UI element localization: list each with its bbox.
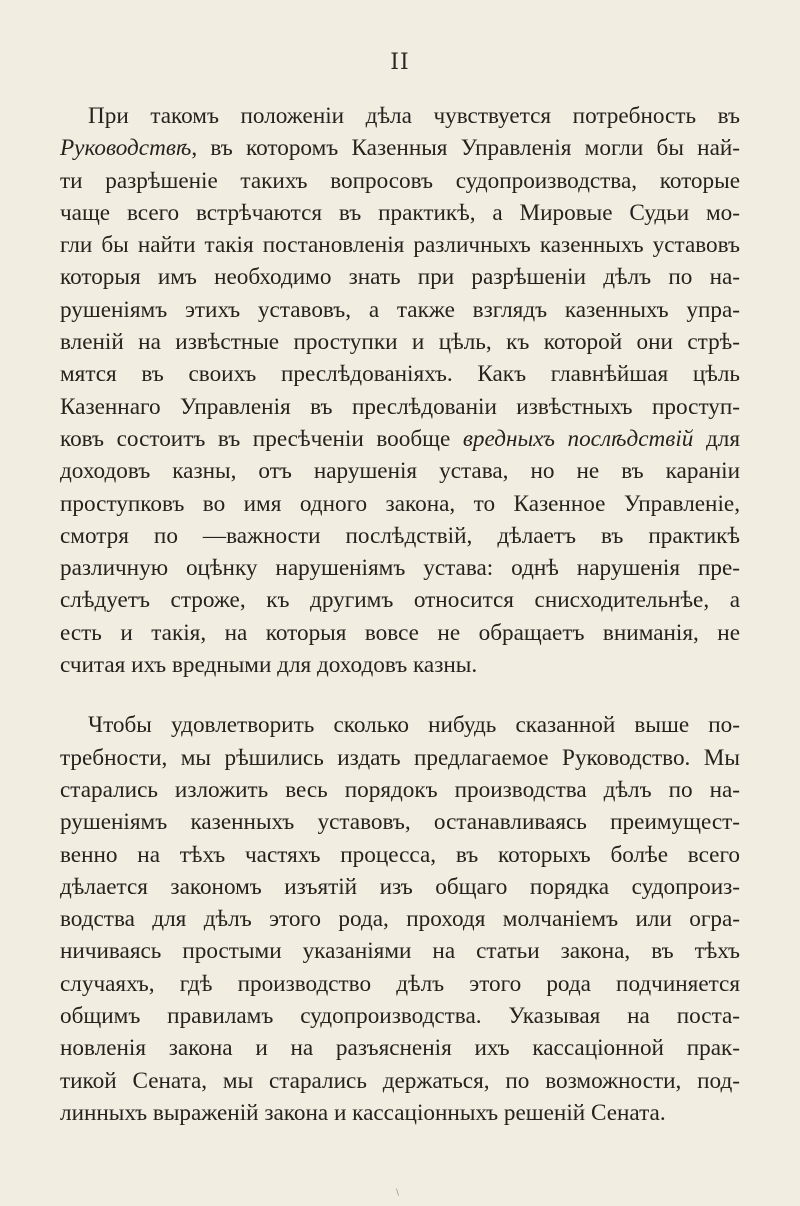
text-segment: для (693, 425, 741, 452)
text-line (60, 455, 740, 487)
page-number: II (390, 50, 410, 75)
text-line (60, 709, 740, 741)
text-segment: общимъ правиламъ судопроизводства. Указывая на поста- (60, 1003, 740, 1030)
text-line (60, 935, 740, 967)
text-line (60, 197, 740, 229)
text-segment: гли бы найти такія постановленія различныхъ казенныхъ уставовъ (60, 232, 740, 259)
text-segment: При такомъ положеніи дѣла чувствуется потребность въ (88, 103, 740, 129)
text-line (60, 294, 740, 326)
text-line (60, 968, 740, 1000)
text-line (60, 358, 740, 390)
text-segment: которыя имъ необходимо знать при разрѣшеніи дѣлъ по на- (60, 264, 740, 291)
text-line (60, 100, 740, 132)
text-line (60, 552, 740, 584)
text-segment: считая ихъ вредными для доходовъ казны. (60, 652, 478, 679)
text-line (60, 520, 740, 552)
text-segment: старались изложить весь порядокъ производства дѣлъ по на- (60, 776, 740, 803)
text-segment: различную оцѣнку нарушеніямъ устава: однѣ нарушенія пре- (60, 555, 740, 582)
text-segment: ковъ состоитъ въ пресѣченіи вообще (60, 425, 463, 452)
italic-text: вредныхъ послѣдствій (462, 425, 694, 452)
text-line (60, 326, 740, 358)
text-segment: слѣдуетъ строже, къ другимъ относится снисходительнѣе, а (60, 587, 740, 614)
text-segment: рушеніямъ казенныхъ уставовъ, останавливаясь преимущест- (60, 809, 740, 836)
text-line (60, 423, 740, 455)
text-line (60, 1097, 740, 1129)
text-segment: дѣлается закономъ изъятій изъ общаго порядка судопроиз- (60, 873, 740, 900)
text-segment: рушеніямъ этихъ уставовъ, а также взглядъ казенныхъ упра- (60, 296, 740, 323)
text-line (60, 1032, 740, 1064)
text-segment: линныхъ выраженій закона и кассаціонныхъ решеній Сената. (60, 1099, 666, 1126)
text-line (60, 806, 740, 838)
text-line (60, 617, 740, 649)
text-segment: тикой Сената, мы старались держаться, по возможности, под- (60, 1067, 740, 1094)
text-line (60, 1065, 740, 1097)
text-segment: чаще всего встрѣчаются въ практикѣ, а Мировые Судьи мо- (60, 199, 740, 226)
text-segment: смотря по —важности послѣдствій, дѣлаетъ въ практикѣ (60, 522, 740, 549)
body-text (60, 100, 740, 1129)
text-line (60, 391, 740, 423)
text-line (60, 165, 740, 197)
paragraph (60, 100, 740, 681)
text-line (60, 584, 740, 616)
text-segment: мятся въ своихъ преслѣдованіяхъ. Какъ главнѣйшая цѣль (60, 361, 740, 388)
text-segment: Чтобы удовлетворить сколько нибудь сказанной выше по- (88, 712, 740, 739)
text-segment: требности, мы рѣшились издать предлагаемое Руководство. Мы (60, 744, 740, 771)
text-segment: новленія закона и на разъясненія ихъ кассаціонной прак- (60, 1035, 740, 1062)
italic-text: Руководствѣ (60, 135, 192, 162)
text-line (60, 261, 740, 293)
text-line (60, 774, 740, 806)
scan-mark: \ (396, 1188, 400, 1198)
text-segment: водства для дѣлъ этого рода, проходя молчаніемъ или огра- (60, 906, 740, 933)
text-segment: Казеннаго Управленія въ преслѣдованіи извѣстныхъ проступ- (60, 393, 740, 420)
text-segment: вленій на извѣстные проступки и цѣль, къ которой они стрѣ- (60, 329, 740, 356)
text-line (60, 742, 740, 774)
text-line (60, 229, 740, 261)
text-line (60, 1000, 740, 1032)
text-line (60, 132, 740, 164)
text-segment: доходовъ казны, отъ нарушенія устава, но не въ караніи (60, 458, 740, 485)
text-line (60, 903, 740, 935)
text-segment: случаяхъ, гдѣ производство дѣлъ этого рода подчиняется (60, 970, 740, 997)
text-line (60, 488, 740, 520)
text-segment: ти разрѣшеніе такихъ вопросовъ судопроизводства, которые (60, 167, 740, 194)
text-segment: , въ которомъ Казенныя Управленія могли бы най- (191, 135, 740, 162)
text-line (60, 871, 740, 903)
text-segment: ничиваясь простыми указаніями на статьи закона, въ тѣхъ (60, 938, 740, 965)
text-line (60, 839, 740, 871)
text-line (60, 649, 740, 681)
paragraph (60, 709, 740, 1129)
text-segment: есть и такія, на которыя вовсе не обращаетъ вниманія, не (60, 619, 740, 646)
text-segment: венно на тѣхъ частяхъ процесса, въ которыхъ болѣе всего (60, 841, 740, 868)
text-segment: проступковъ во имя одного закона, то Казенное Управленіе, (60, 490, 740, 517)
